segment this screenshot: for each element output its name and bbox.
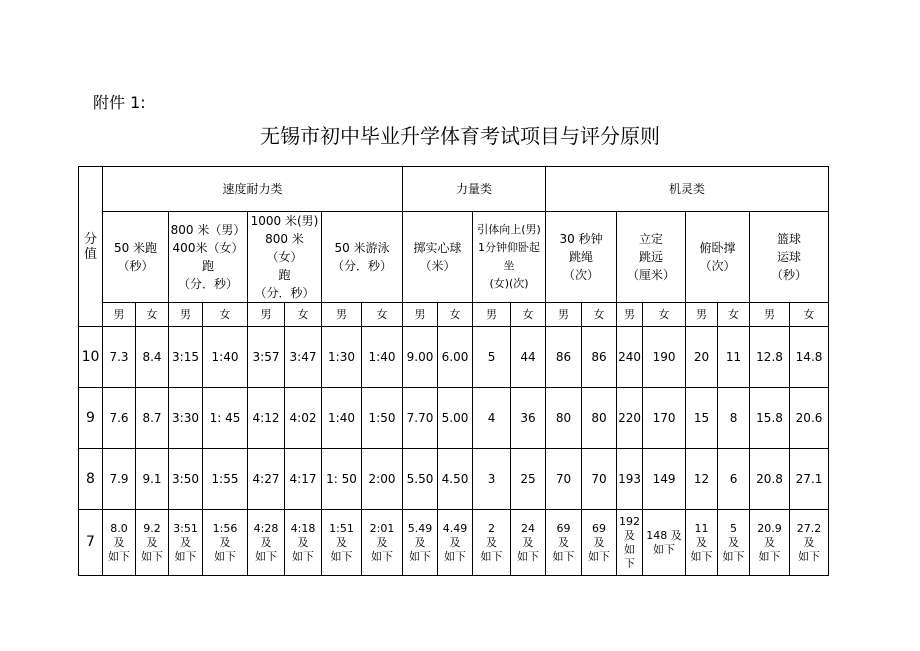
female-header: 女	[362, 303, 403, 327]
standard-cell: 1:40	[322, 388, 362, 449]
male-header: 男	[750, 303, 790, 327]
standard-cell: 4:02	[285, 388, 322, 449]
score-value: 8	[79, 449, 103, 510]
standard-cell: 6.00	[438, 327, 473, 388]
standard-cell: 1:51 及 如下	[322, 510, 362, 576]
standard-cell: 11 及 如下	[686, 510, 718, 576]
standard-cell: 4.49 及 如下	[438, 510, 473, 576]
male-header: 男	[403, 303, 438, 327]
standard-cell: 6	[718, 449, 750, 510]
standard-cell: 2:00	[362, 449, 403, 510]
standard-cell: 1:40	[362, 327, 403, 388]
standard-cell: 69 及 如下	[546, 510, 582, 576]
male-header: 男	[473, 303, 511, 327]
standard-cell: 1:40	[203, 327, 248, 388]
male-header: 男	[686, 303, 718, 327]
standard-cell: 148 及 如下	[643, 510, 686, 576]
standard-cell: 70	[546, 449, 582, 510]
standard-cell: 7.70	[403, 388, 438, 449]
score-value: 10	[79, 327, 103, 388]
standard-cell: 27.2 及 如下	[790, 510, 829, 576]
scoring-table	[78, 166, 829, 576]
standard-cell: 7.6	[103, 388, 136, 449]
item-header: 引体向上(男) 1分钟仰卧起坐 (女)(次)	[473, 212, 546, 303]
female-header: 女	[718, 303, 750, 327]
item-header: 800 米（男） 400米（女） 跑 （分．秒）	[169, 212, 248, 303]
standard-cell: 4:17	[285, 449, 322, 510]
standard-cell: 5	[473, 327, 511, 388]
standard-cell: 1:55	[203, 449, 248, 510]
document-title: 无锡市初中毕业升学体育考试项目与评分原则	[260, 124, 660, 148]
standard-cell: 240	[617, 327, 643, 388]
standard-cell: 5.00	[438, 388, 473, 449]
standard-cell: 2 及 如下	[473, 510, 511, 576]
standard-cell: 1: 45	[203, 388, 248, 449]
standard-cell: 1: 50	[322, 449, 362, 510]
item-header: 1000 米(男) 800 米（女） 跑 （分．秒）	[248, 212, 322, 303]
standard-cell: 149	[643, 449, 686, 510]
standard-cell: 8.7	[136, 388, 169, 449]
standard-cell: 4:27	[248, 449, 285, 510]
score-value: 7	[79, 510, 103, 576]
standard-cell: 8.4	[136, 327, 169, 388]
standard-cell: 3:15	[169, 327, 203, 388]
standard-cell: 5 及 如下	[718, 510, 750, 576]
standard-cell: 24 及 如下	[511, 510, 546, 576]
item-header: 50 米游泳 （分．秒）	[322, 212, 403, 303]
female-header: 女	[790, 303, 829, 327]
standard-cell: 2:01 及 如下	[362, 510, 403, 576]
male-header: 男	[322, 303, 362, 327]
standard-cell: 9.00	[403, 327, 438, 388]
standard-cell: 9.2 及 如下	[136, 510, 169, 576]
standard-cell: 220	[617, 388, 643, 449]
female-header: 女	[136, 303, 169, 327]
standard-cell: 11	[718, 327, 750, 388]
item-header: 俯卧撑 （次）	[686, 212, 750, 303]
standard-cell: 3:47	[285, 327, 322, 388]
score-value: 9	[79, 388, 103, 449]
score-header-text: 分值	[83, 231, 97, 262]
female-header: 女	[643, 303, 686, 327]
item-header: 立定 跳远 （厘米）	[617, 212, 686, 303]
standard-cell: 70	[582, 449, 617, 510]
standard-cell: 7.3	[103, 327, 136, 388]
standard-cell: 27.1	[790, 449, 829, 510]
item-header: 50 米跑 （秒）	[103, 212, 169, 303]
standard-cell: 5.50	[403, 449, 438, 510]
group-speed-endurance: 速度耐力类	[103, 167, 403, 212]
female-header: 女	[582, 303, 617, 327]
standard-cell: 7.9	[103, 449, 136, 510]
standard-cell: 1:50	[362, 388, 403, 449]
male-header: 男	[169, 303, 203, 327]
item-header: 30 秒钟 跳绳 （次）	[546, 212, 617, 303]
standard-cell: 5.49 及 如下	[403, 510, 438, 576]
standard-cell: 170	[643, 388, 686, 449]
standard-cell: 193	[617, 449, 643, 510]
standard-cell: 14.8	[790, 327, 829, 388]
standard-cell: 3:51 及 如下	[169, 510, 203, 576]
standard-cell: 25	[511, 449, 546, 510]
female-header: 女	[203, 303, 248, 327]
attachment-label: 附件 1:	[93, 93, 146, 112]
standard-cell: 15	[686, 388, 718, 449]
standard-cell: 20	[686, 327, 718, 388]
group-agility: 机灵类	[546, 167, 829, 212]
standard-cell: 69 及 如下	[582, 510, 617, 576]
group-strength: 力量类	[403, 167, 546, 212]
standard-cell: 80	[546, 388, 582, 449]
standard-cell: 4:28 及 如下	[248, 510, 285, 576]
standard-cell: 86	[582, 327, 617, 388]
item-header: 掷实心球 （米）	[403, 212, 473, 303]
standard-cell: 15.8	[750, 388, 790, 449]
standard-cell: 3:50	[169, 449, 203, 510]
standard-cell: 4:18 及 如下	[285, 510, 322, 576]
standard-cell: 8.0 及 如下	[103, 510, 136, 576]
score-header	[79, 167, 103, 327]
male-header: 男	[103, 303, 136, 327]
standard-cell: 4.50	[438, 449, 473, 510]
standard-cell: 9.1	[136, 449, 169, 510]
female-header: 女	[511, 303, 546, 327]
standard-cell: 3:30	[169, 388, 203, 449]
standard-cell: 3:57	[248, 327, 285, 388]
female-header: 女	[438, 303, 473, 327]
male-header: 男	[617, 303, 643, 327]
standard-cell: 20.8	[750, 449, 790, 510]
standard-cell: 36	[511, 388, 546, 449]
male-header: 男	[546, 303, 582, 327]
standard-cell: 1:56 及 如下	[203, 510, 248, 576]
standard-cell: 4:12	[248, 388, 285, 449]
male-header: 男	[248, 303, 285, 327]
item-header: 篮球 运球 （秒）	[750, 212, 829, 303]
female-header: 女	[285, 303, 322, 327]
standard-cell: 192 及 如 下	[617, 510, 643, 576]
standard-cell: 1:30	[322, 327, 362, 388]
standard-cell: 8	[718, 388, 750, 449]
standard-cell: 80	[582, 388, 617, 449]
standard-cell: 20.9 及 如下	[750, 510, 790, 576]
standard-cell: 20.6	[790, 388, 829, 449]
standard-cell: 12	[686, 449, 718, 510]
standard-cell: 4	[473, 388, 511, 449]
standard-cell: 3	[473, 449, 511, 510]
standard-cell: 190	[643, 327, 686, 388]
standard-cell: 86	[546, 327, 582, 388]
standard-cell: 12.8	[750, 327, 790, 388]
standard-cell: 44	[511, 327, 546, 388]
